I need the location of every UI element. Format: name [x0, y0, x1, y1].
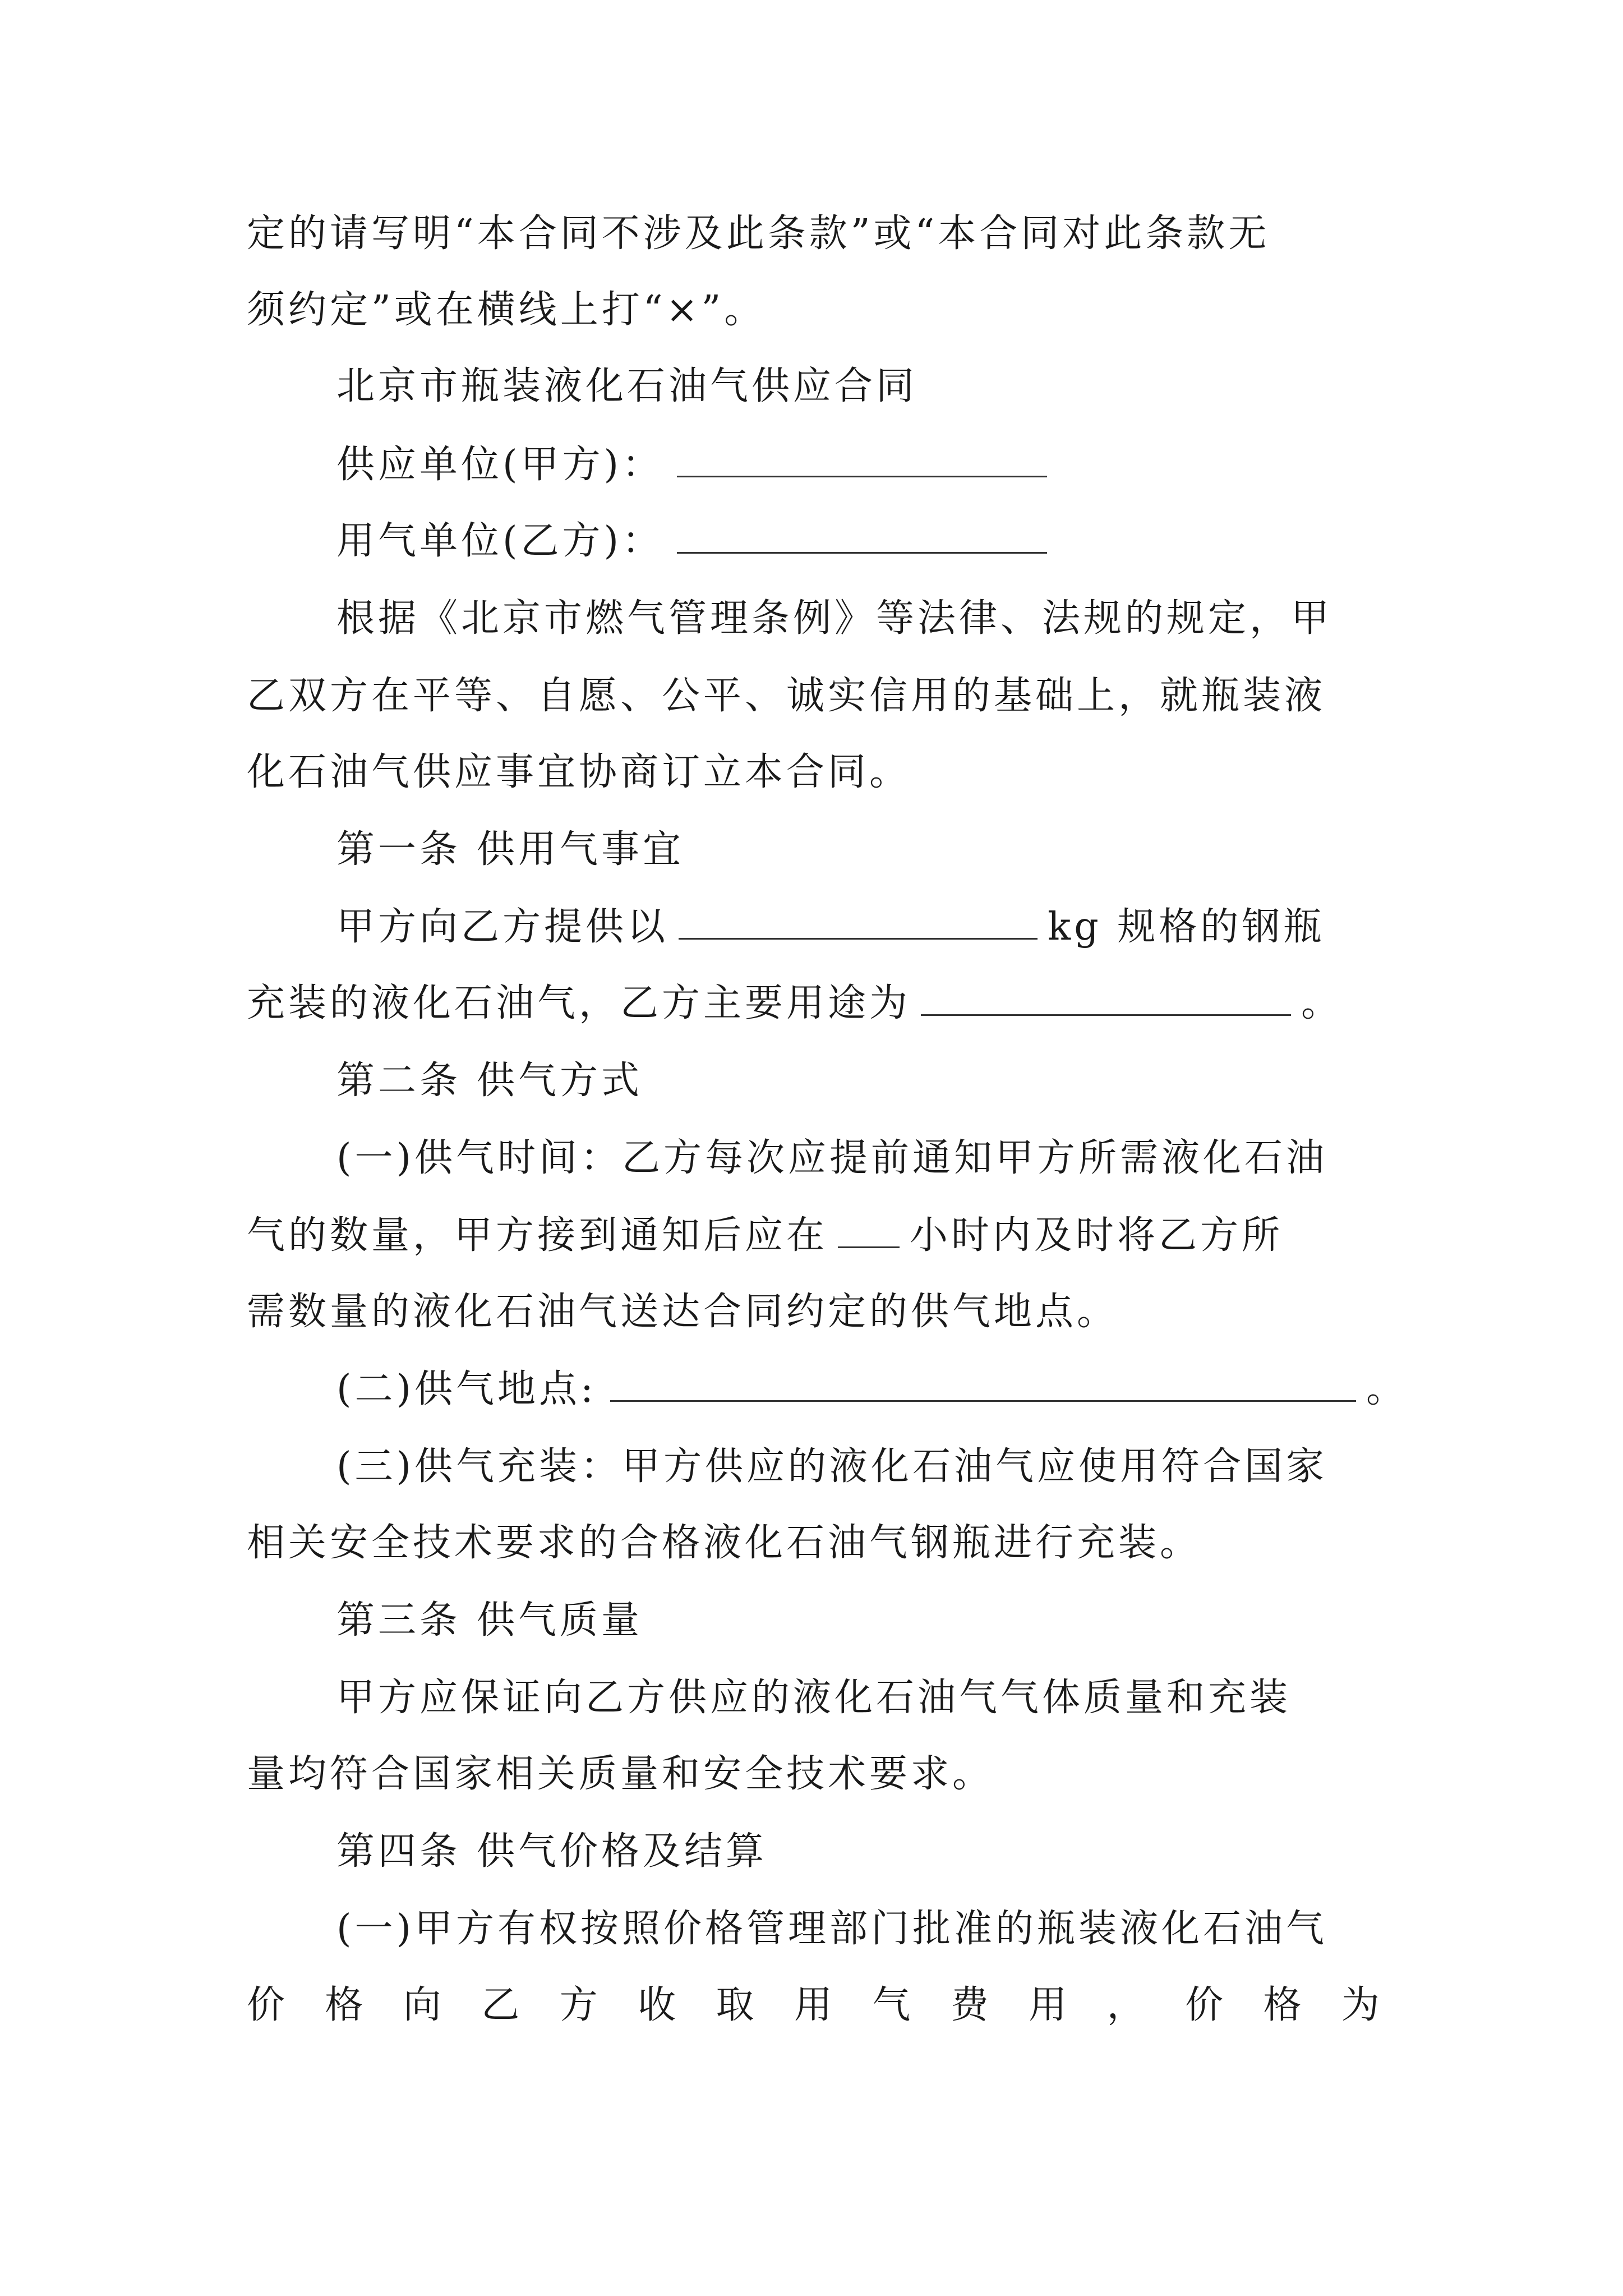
article-1-title: 供用气事宜 [477, 827, 685, 872]
party-a-blank[interactable] [677, 443, 1047, 477]
price-text-char: 乙 [481, 1983, 520, 2027]
preamble-line-3: 化石油气供应事宜协商订立本合同。 [247, 750, 911, 794]
article-2-item-3-line-1: (三)供气充装：甲方供应的液化石油气应使用符合国家 [336, 1444, 1328, 1489]
price-text-char: 气 [872, 1983, 911, 2027]
article-2-text-a: 气的数量，甲方接到通知后应在 [247, 1213, 828, 1258]
party-b-label: 用气单位(乙方)： [336, 519, 664, 563]
price-text-char: 费 [950, 1983, 989, 2027]
intro-line-1: 定的请写明“本合同不涉及此条款”或“本合同对此条款无 [247, 211, 1270, 256]
article-3-number: 第三条 [336, 1598, 462, 1642]
party-a-label: 供应单位(甲方)： [336, 443, 664, 487]
price-text-char: 价 [1185, 1983, 1224, 2027]
article-2-item-1-line-3: 需数量的液化石油气送达合同约定的供气地点。 [247, 1290, 1119, 1334]
price-text-char: 收 [638, 1983, 676, 2027]
article-1-text-a: 甲方向乙方提供以 [336, 905, 669, 949]
article-2-number: 第二条 [336, 1059, 462, 1103]
article-3-line-1: 甲方应保证向乙方供应的液化石油气气体质量和充装 [336, 1676, 1292, 1720]
article-3-title: 供气质量 [477, 1598, 643, 1642]
price-text-char: 取 [716, 1983, 754, 2027]
supply-place-label: (二)供气地点: [336, 1367, 597, 1411]
contract-title: 北京市瓶装液化石油气供应合同 [336, 364, 918, 408]
price-text-char: 价 [247, 1983, 285, 2027]
article-4-title: 供气价格及结算 [477, 1829, 768, 1874]
price-text-char: 为 [1341, 1983, 1380, 2027]
price-text-char: ， [1106, 1983, 1145, 2027]
article-3-heading [336, 1595, 1380, 1646]
article-4-number: 第四条 [336, 1829, 462, 1874]
article-2-heading [336, 1056, 1380, 1106]
article-1-line-1 [336, 902, 1380, 953]
article-4-item-1-line-1: (一)甲方有权按照价格管理部门批准的瓶装液化石油气 [336, 1907, 1328, 1951]
cylinder-size-blank[interactable] [679, 905, 1038, 940]
party-b-blank[interactable] [677, 519, 1047, 554]
article-1-line-2 [247, 978, 1380, 1029]
article-1-heading [336, 825, 1380, 875]
article-2-item-2 [336, 1364, 1408, 1415]
supply-place-period: 。 [1366, 1367, 1408, 1411]
article-2-item-3-line-2: 相关安全技术要求的合格液化石油气钢瓶进行充装。 [247, 1521, 1202, 1565]
article-1-period: 。 [1301, 981, 1343, 1025]
article-2-item-1-line-1: (一)供气时间：乙方每次应提前通知甲方所需液化石油 [336, 1136, 1328, 1180]
article-2-text-b: 小时内及时将乙方所 [910, 1213, 1284, 1258]
article-4-heading [336, 1826, 1380, 1877]
party-b-row [336, 516, 1380, 567]
article-1-number: 第一条 [336, 827, 462, 872]
price-text-char: 方 [559, 1983, 598, 2027]
supply-place-blank[interactable] [610, 1368, 1356, 1402]
price-text-char: 向 [403, 1983, 441, 2027]
article-1-text-c: 充装的液化石油气，乙方主要用途为 [247, 981, 911, 1025]
preamble-line-2: 乙双方在平等、自愿、公平、诚实信用的基础上，就瓶装液 [247, 674, 1326, 718]
article-4-item-1-line-2 [247, 1980, 1380, 2031]
party-a-row [336, 440, 1380, 490]
hours-blank[interactable] [838, 1214, 900, 1248]
article-1-text-b: kg 规格的钢瓶 [1048, 905, 1325, 949]
intro-line-2: 须约定”或在横线上打“×”。 [247, 288, 766, 332]
usage-blank[interactable] [921, 982, 1291, 1016]
price-text-char: 用 [1029, 1983, 1067, 2027]
price-text-char: 格 [325, 1983, 363, 2027]
price-text-char: 用 [794, 1983, 832, 2027]
article-2-item-1-line-2 [247, 1211, 1380, 1261]
preamble-line-1: 根据《北京市燃气管理条例》等法律、法规的规定，甲 [336, 596, 1333, 641]
price-text-char: 格 [1263, 1983, 1302, 2027]
article-3-line-2: 量均符合国家相关质量和安全技术要求。 [247, 1752, 994, 1796]
article-2-title: 供气方式 [477, 1059, 643, 1103]
